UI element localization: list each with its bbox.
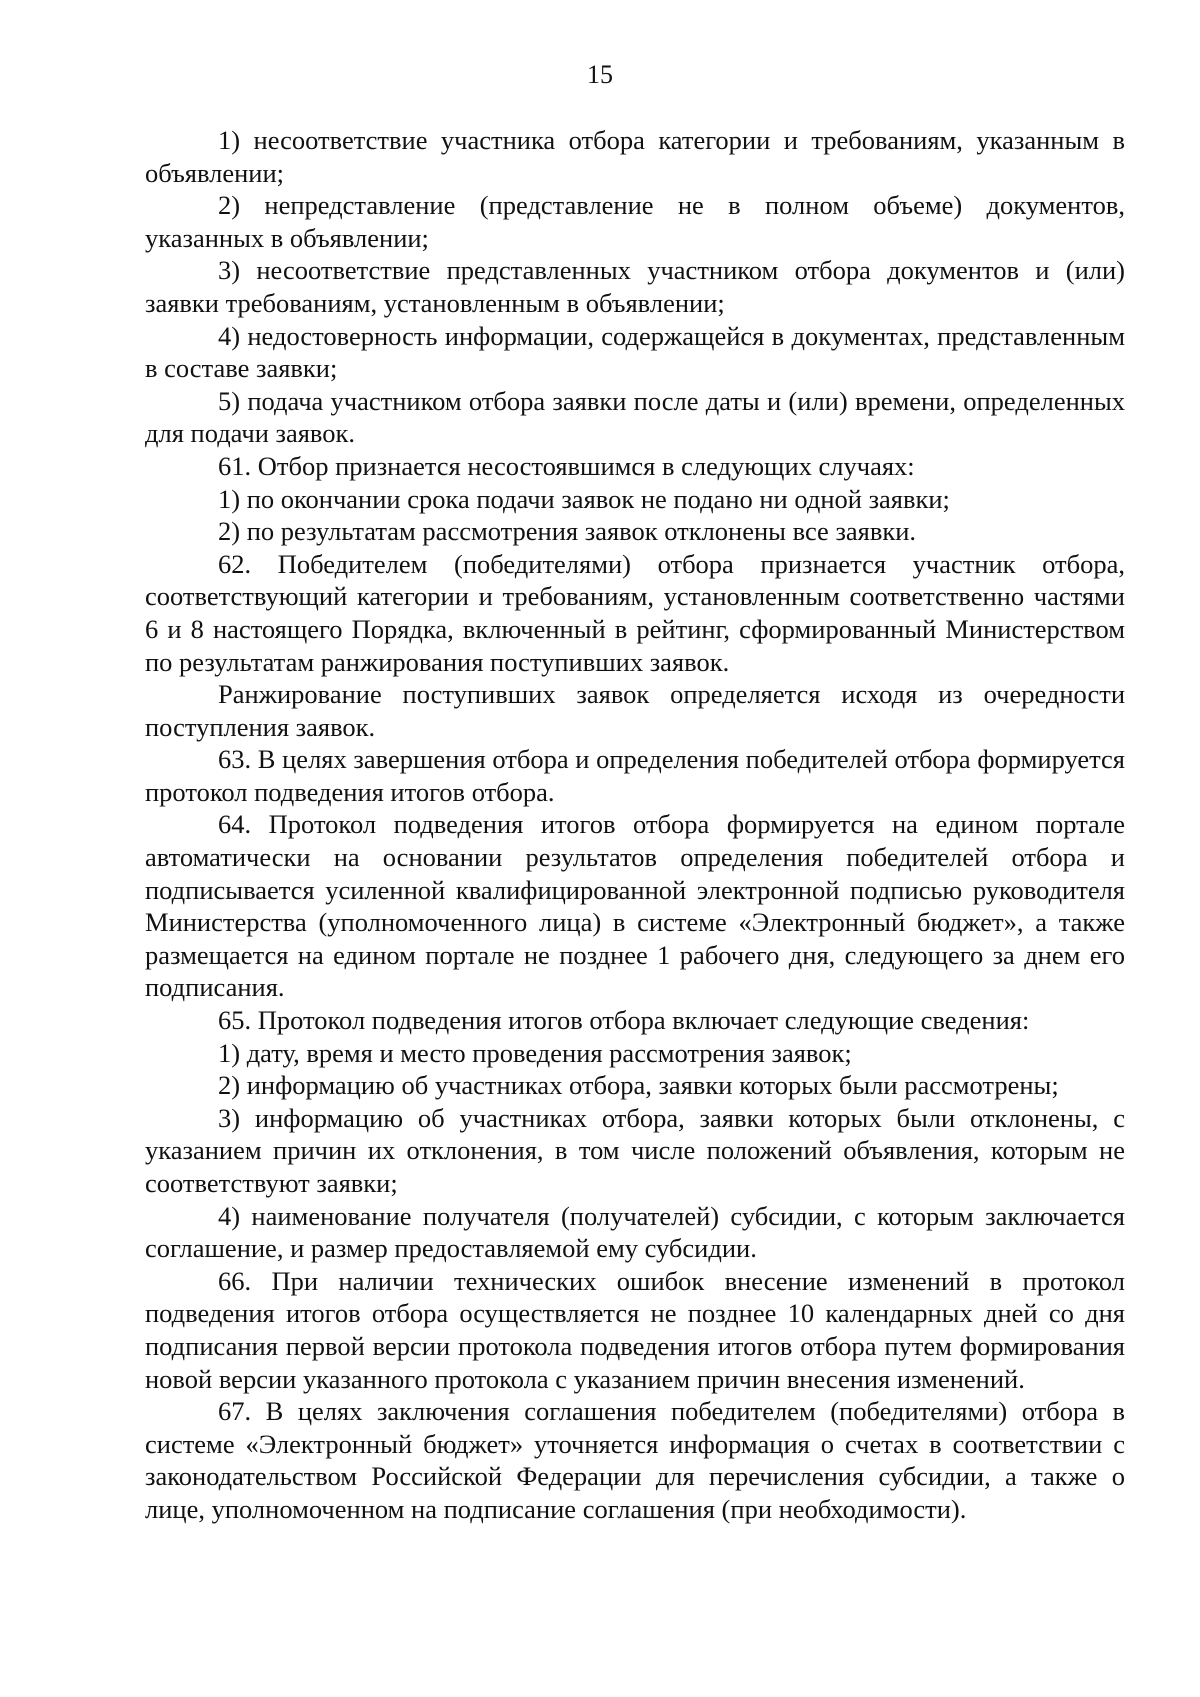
paragraph-65-item-4: 4) наименование получателя (получателей) субсидии, с которым заключается соглашение, и размер предоставляемой ему субсидии. — [145, 1200, 1125, 1264]
paragraph-65-item-3: 3) информацию об участниках отбора, заявки которых были отклонены, с указанием причин их отклонения, в том числе положений объявления, которым не соответствуют заявки; — [145, 1102, 1125, 1198]
paragraph-item-2: 2) непредставление (представление не в полном объеме) документов, указанных в объявлении; — [145, 190, 1125, 253]
paragraph-63: 63. В целях завершения отбора и определения победителей отбора формируется протокол подведения итогов отбора. — [145, 744, 1125, 807]
paragraph-65-item-2: 2) информацию об участниках отбора, заявки которых были рассмотрены; — [218, 1070, 1059, 1101]
paragraph-61-item-2: 2) по результатам рассмотрения заявок отклонены все заявки. — [218, 516, 917, 547]
paragraph-66: 66. При наличии технических ошибок внесение изменений в протокол подведения итогов отбора осуществляется не позднее 10 календарных дней со дня подписания первой версии протокола подведения итогов отбора путем формирования новой версии указанного протокола с указанием причин внесения изменений. — [145, 1265, 1125, 1394]
paragraph-61-item-1: 1) по окончании срока подачи заявок не подано ни одной заявки; — [218, 483, 950, 514]
paragraph-61: 61. Отбор признается несостоявшимся в следующих случаях: — [218, 450, 915, 481]
paragraph-item-5: 5) подача участником отбора заявки после даты и (или) времени, определенных для подачи заявок. — [145, 385, 1125, 449]
paragraph-62-ranking: Ранжирование поступивших заявок определяется исходя из очередности поступления заявок. — [145, 679, 1125, 742]
page-number: 15 — [587, 60, 613, 89]
paragraph-65-item-1: 1) дату, время и место проведения рассмотрения заявок; — [218, 1037, 852, 1068]
paragraph-65: 65. Протокол подведения итогов отбора включает следующие сведения: — [218, 1005, 1030, 1036]
document-body — [145, 124, 1125, 1526]
paragraph-67: 67. В целях заключения соглашения победителем (победителями) отбора в системе «Электронный бюджет» уточняется информация о счетах в соответствии с законодательством Российской Федерации для перечисления субсидии, а также о лице, уполномоченном на подписание соглашения (при необходимости). — [145, 1396, 1125, 1524]
paragraph-item-3: 3) несоответствие представленных участником отбора документов и (или) заявки требованиям, установленным в объявлении; — [145, 255, 1125, 318]
paragraph-item-4: 4) недостоверность информации, содержащейся в документах, представленным в составе заявки; — [145, 320, 1125, 384]
paragraph-item-1: 1) несоответствие участника отбора категории и требованиям, указанным в объявлении; — [145, 125, 1125, 188]
paragraph-62: 62. Победителем (победителями) отбора признается участник отбора, соответствующий категории и требованиям, установленным соответственно частями 6 и 8 настоящего Порядка, включенный в рейтинг, сформированный Министерством по результатам ранжирования поступивших заявок. — [145, 548, 1125, 677]
paragraph-64: 64. Протокол подведения итогов отбора формируется на едином портале автоматически на основании результатов определения победителей отбора и подписывается усиленной квалифицированной электронной подписью руководителя Министерства (уполномоченного лица) в системе «Электронный бюджет», а также размещается на едином портале не позднее 1 рабочего дня, следующего за днем его подписания. — [145, 809, 1125, 1003]
